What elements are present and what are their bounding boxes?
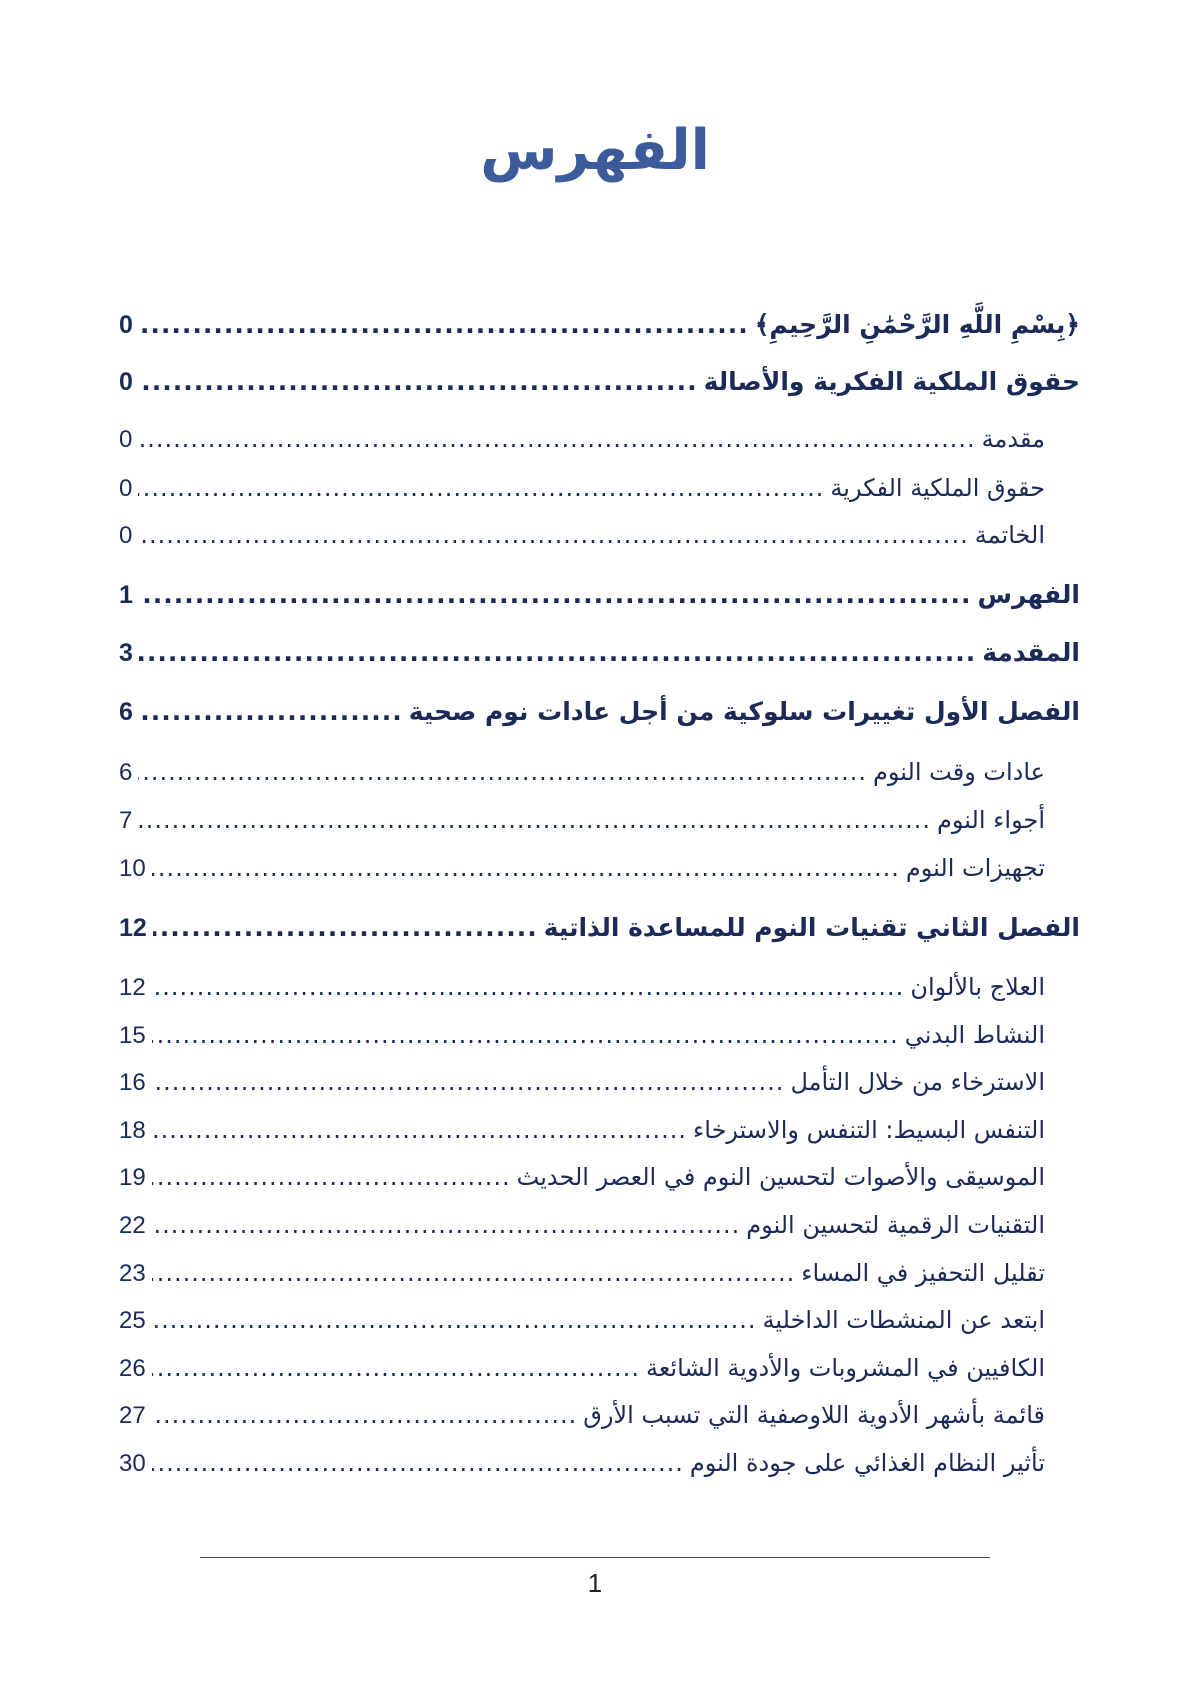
- dot-leader: [152, 1449, 684, 1477]
- dot-leader: [138, 474, 824, 502]
- toc-entry[interactable]: [119, 1354, 1045, 1394]
- toc-entry-page: 12: [119, 914, 147, 942]
- toc-entry-page: 0: [119, 311, 133, 339]
- toc-entry-title: الموسيقى والأصوات لتحسين النوم في العصر الحديث: [516, 1163, 1045, 1191]
- toc-entry[interactable]: [119, 638, 1080, 678]
- toc-entry-page: 3: [119, 639, 133, 667]
- toc-entry-title: تقليل التحفيز في المساء: [801, 1259, 1045, 1287]
- toc-entry-title: حقوق الملكية الفكرية: [830, 474, 1045, 502]
- toc-entry-title: الفصل الأول تغييرات سلوكية من أجل عادات نوم صحية: [408, 697, 1080, 726]
- dot-leader: [138, 806, 931, 834]
- dot-leader: [139, 580, 972, 609]
- toc-entry[interactable]: [119, 806, 1045, 846]
- dot-leader: [152, 1021, 899, 1049]
- toc-entry[interactable]: [119, 310, 1080, 350]
- dot-leader: [152, 1211, 741, 1239]
- toc-entry[interactable]: [119, 1306, 1045, 1346]
- toc-entry-title: الخاتمة: [974, 521, 1045, 549]
- toc-entry-title: مقدمة: [981, 425, 1045, 453]
- toc-entry[interactable]: [119, 1116, 1045, 1156]
- toc-entry-title: المقدمة: [982, 638, 1080, 667]
- dot-leader: [152, 1068, 785, 1096]
- toc-entry[interactable]: [119, 1211, 1045, 1251]
- toc-entry[interactable]: [119, 1068, 1045, 1108]
- toc-entry-page: 6: [119, 759, 133, 786]
- toc-entry-page: 0: [119, 475, 133, 502]
- dot-leader: [138, 758, 867, 786]
- toc-entry-title: أجواء النوم: [937, 806, 1045, 834]
- dot-leader: [152, 1401, 578, 1429]
- toc-entry[interactable]: [119, 1259, 1045, 1299]
- dot-leader: [139, 697, 403, 726]
- toc-entry[interactable]: [119, 913, 1080, 953]
- toc-entry-page: 0: [119, 522, 133, 549]
- toc-entry[interactable]: [119, 1401, 1045, 1441]
- toc-entry-page: 0: [119, 368, 133, 396]
- dot-leader: [152, 1116, 687, 1144]
- page-number: 1: [587, 1568, 603, 1598]
- dot-leader: [138, 521, 968, 549]
- toc-entry-title: الاسترخاء من خلال التأمل: [790, 1068, 1045, 1096]
- toc-entry-page: 18: [119, 1117, 146, 1144]
- toc-entry[interactable]: [119, 854, 1045, 894]
- dot-leader: [138, 425, 975, 453]
- toc-entry-page: 22: [119, 1212, 146, 1239]
- toc-entry-page: 7: [119, 807, 133, 834]
- toc-entry-title: عادات وقت النوم: [873, 758, 1045, 786]
- toc-entry-page: 1: [119, 581, 133, 609]
- toc-entry[interactable]: [119, 1021, 1045, 1061]
- page-title: الفهرس: [480, 118, 710, 183]
- toc-entry[interactable]: [119, 474, 1045, 514]
- toc-entry-page: 27: [119, 1402, 146, 1429]
- toc-entry[interactable]: [119, 580, 1080, 620]
- dot-leader: [153, 913, 538, 942]
- dot-leader: [152, 1306, 757, 1334]
- toc-entry[interactable]: [119, 973, 1045, 1013]
- toc-entry-title: العلاج بالألوان: [910, 973, 1045, 1001]
- toc-entry-title: قائمة بأشهر الأدوية اللاوصفية التي تسبب الأرق: [583, 1401, 1045, 1429]
- toc-entry-page: 16: [119, 1069, 146, 1096]
- toc-entry-title: ﴿بِسْمِ اللَّهِ الرَّحْمَٰنِ الرَّحِيمِ﴾: [754, 310, 1080, 339]
- toc-entry-page: 23: [119, 1260, 146, 1287]
- toc-entry[interactable]: [119, 521, 1045, 561]
- dot-leader: [139, 367, 698, 396]
- dot-leader: [152, 1163, 511, 1191]
- dot-leader: [152, 854, 900, 882]
- dot-leader: [139, 310, 749, 339]
- toc-entry-page: 6: [119, 698, 133, 726]
- toc-entry[interactable]: [119, 1163, 1045, 1203]
- dot-leader: [152, 1259, 796, 1287]
- dot-leader: [152, 973, 905, 1001]
- dot-leader: [152, 1354, 640, 1382]
- toc-entry-page: 0: [119, 426, 133, 453]
- toc-entry-page: 25: [119, 1307, 146, 1334]
- toc-entry-title: التقنيات الرقمية لتحسين النوم: [746, 1211, 1045, 1239]
- toc-entry[interactable]: [119, 367, 1080, 407]
- toc-entry[interactable]: [119, 425, 1045, 465]
- toc-entry[interactable]: [119, 758, 1045, 798]
- toc-entry-page: 15: [119, 1022, 146, 1049]
- toc-entry-title: حقوق الملكية الفكرية والأصالة: [703, 367, 1080, 396]
- toc-entry-page: 26: [119, 1355, 146, 1382]
- toc-entry-title: تأثير النظام الغذائي على جودة النوم: [689, 1449, 1045, 1477]
- toc-entry-page: 19: [119, 1164, 146, 1191]
- toc-entry-title: النشاط البدني: [904, 1021, 1045, 1049]
- toc-entry-page: 12: [119, 974, 146, 1001]
- toc-entry-title: الفصل الثاني تقنيات النوم للمساعدة الذاتية: [543, 913, 1080, 942]
- dot-leader: [139, 638, 976, 667]
- toc-entry-title: تجهيزات النوم: [905, 854, 1045, 882]
- footer-divider: [200, 1557, 990, 1558]
- toc-entry-title: الفهرس: [977, 580, 1080, 609]
- toc-entry[interactable]: [119, 697, 1080, 737]
- toc-entry-page: 10: [119, 855, 146, 882]
- toc-entry-title: ابتعد عن المنشطات الداخلية: [762, 1306, 1045, 1334]
- toc-entry-title: التنفس البسيط: التنفس والاسترخاء: [692, 1116, 1045, 1144]
- toc-entry-title: الكافيين في المشروبات والأدوية الشائعة: [645, 1354, 1045, 1382]
- toc-entry[interactable]: [119, 1449, 1045, 1489]
- toc-entry-page: 30: [119, 1450, 146, 1477]
